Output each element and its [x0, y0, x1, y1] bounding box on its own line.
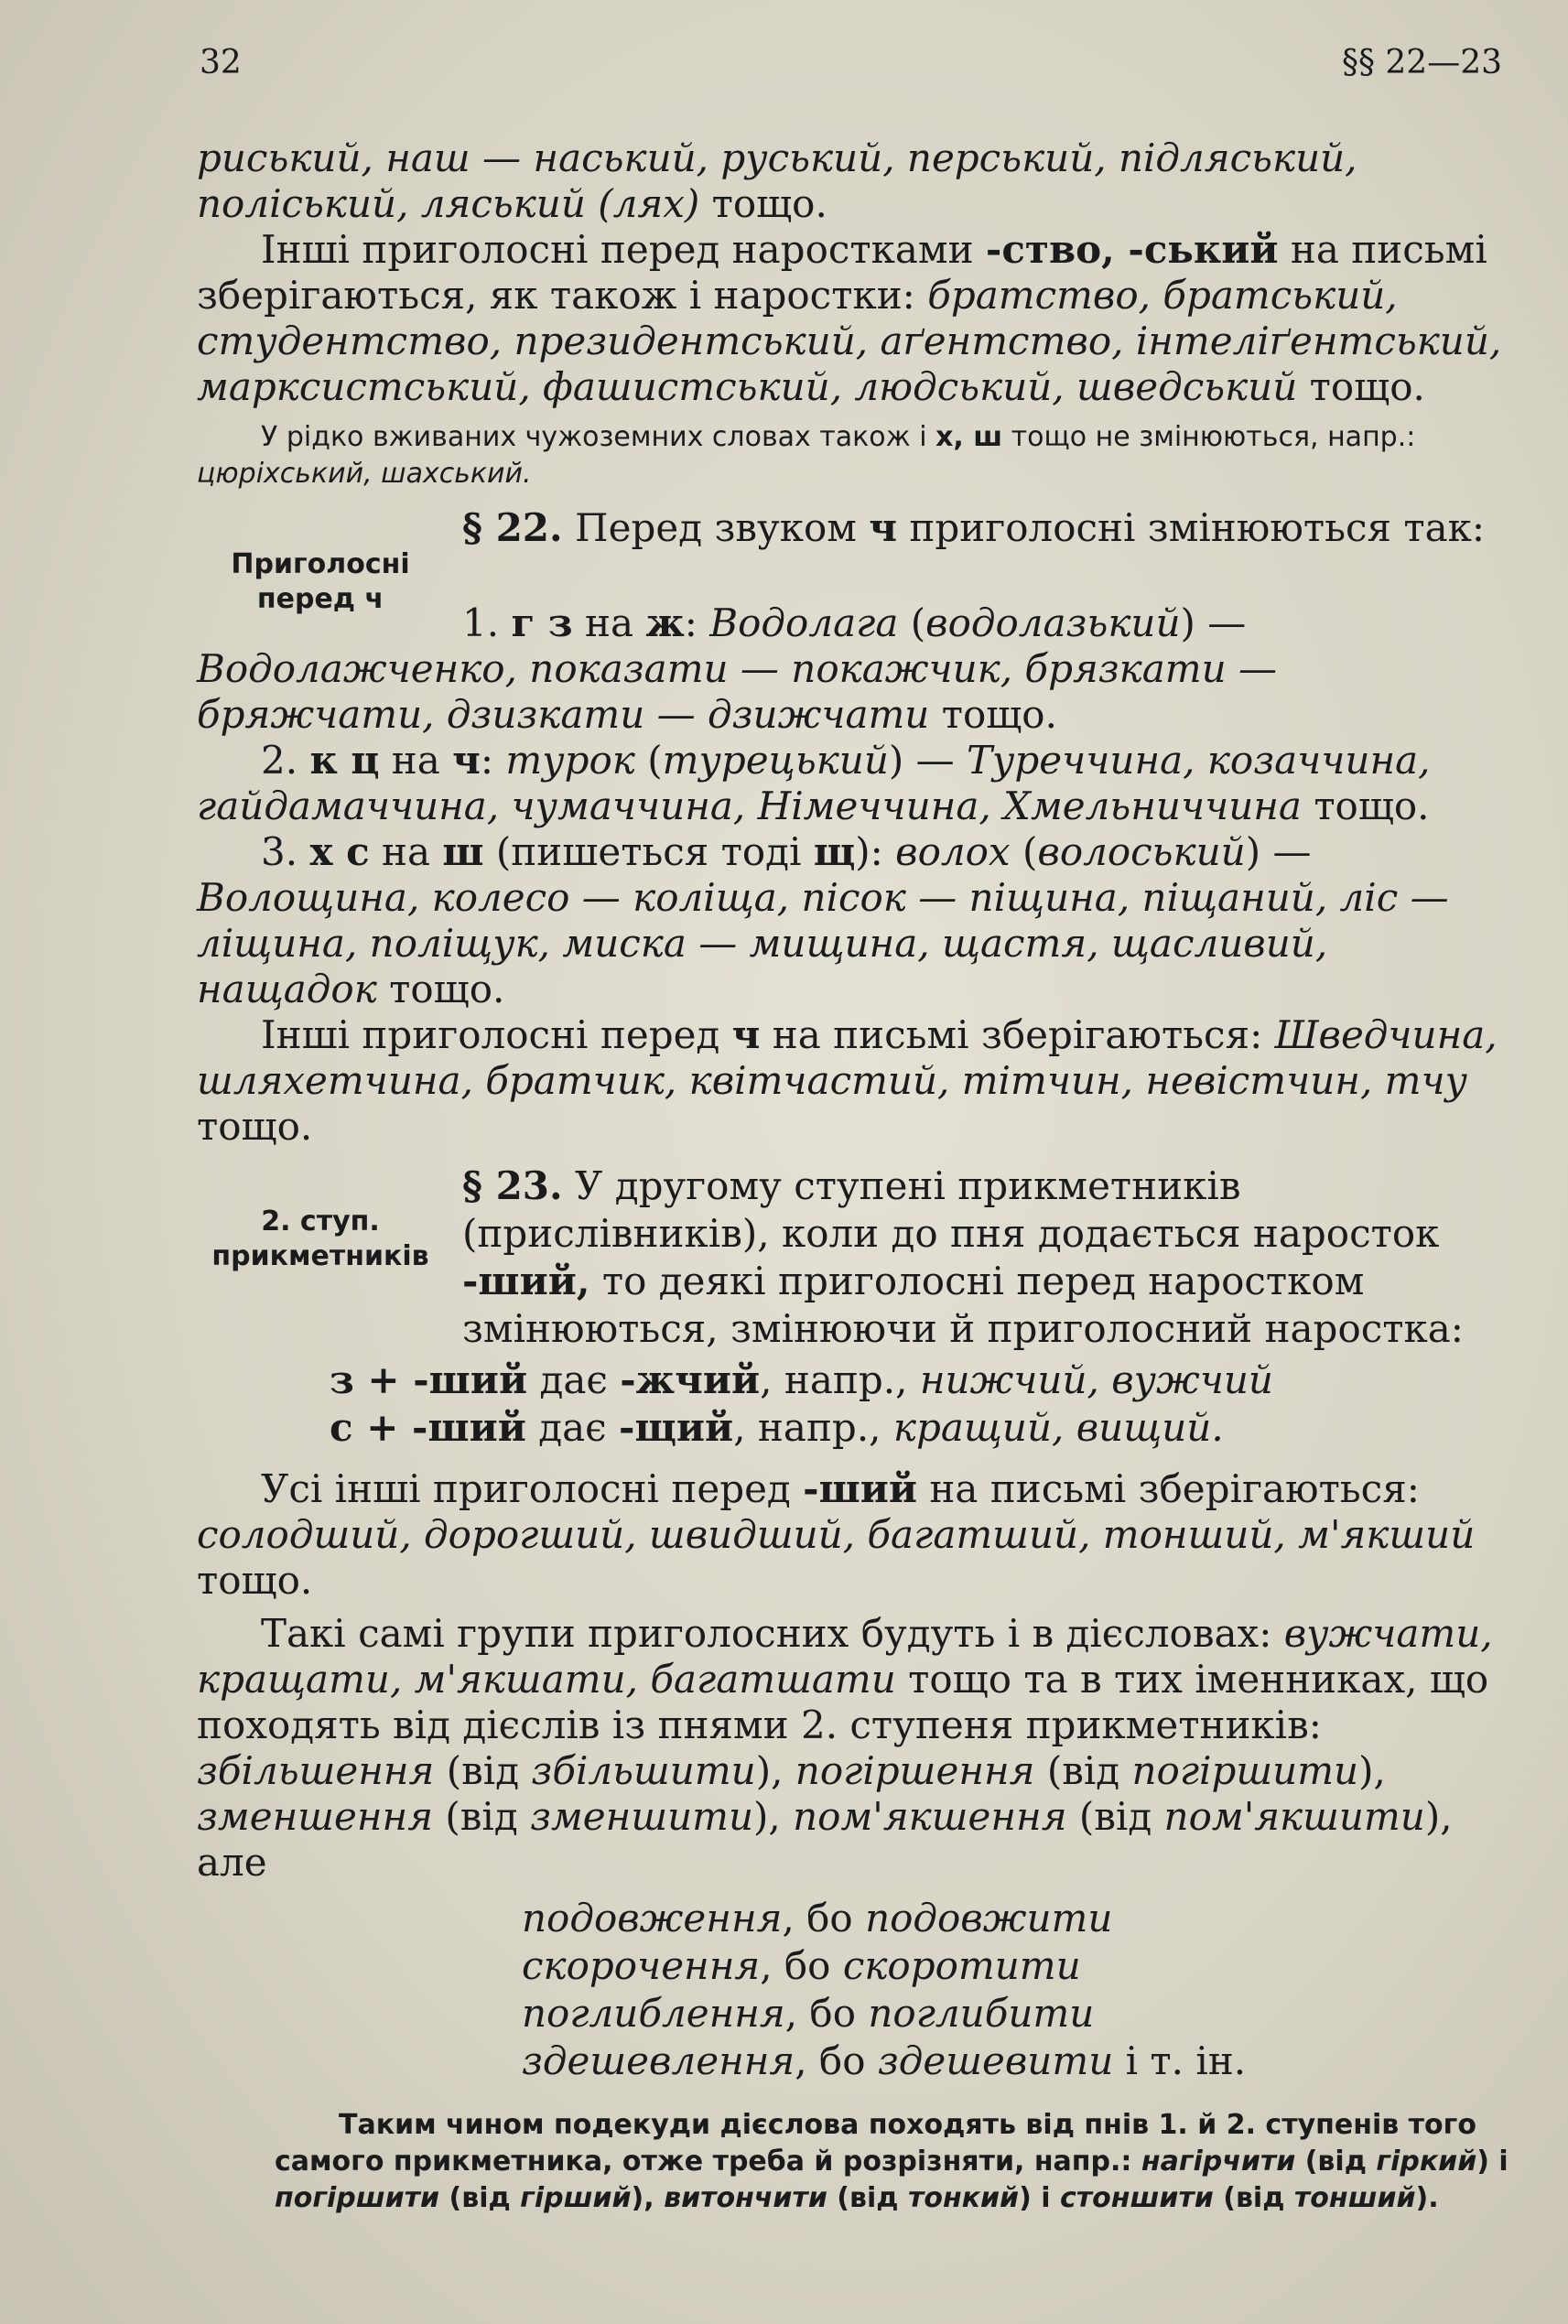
s23-keep-paragraph: Усі інші приголосні перед -ший на письмі зберігаються: солодший, дорогший, швидший, багатший, тонший, м'якший тощо. — [197, 1466, 1476, 1603]
section-reference: §§ 22—23 — [1341, 44, 1502, 81]
s23-rule-s: с + -ший дає -щий, напр., кращий, вищий. — [330, 1405, 1224, 1450]
margin-note-s23: 2. ступ. прикметників — [211, 1205, 429, 1272]
note-foreign-words: У рідко вживаних чужоземних словах також і х, ш тощо не змінюються, напр.: цюріхський, шахський. — [197, 421, 1416, 490]
paragraph-suffix-keep: Інші приголосні перед наростками -ство, -ський на письмі зберігаються, як також і наростки: братство, братський, студентство, президентський, аґентство, інтеліґентський, марксистський, фашистський, людський, шведський тощо. — [197, 227, 1502, 409]
examples-list — [522, 1895, 1529, 2085]
example-row: скорочення, бо скоротити — [522, 1943, 1081, 1988]
example-row: подовження, бо подовжити — [522, 1896, 1113, 1940]
s22-rule-2: 2. к ц на ч: турок (турецький) — Туреччина, козаччина, гайдамаччина, чумаччина, Німеччина, Хмельниччина тощо. — [197, 738, 1431, 828]
s23-heading: § 23. У другому ступені прикметників (прислівників), коли до пня додається наросток -ший, то деякі приголосні перед наростком змінюються, змінюючи й приголосний наростка: — [462, 1163, 1464, 1351]
page-number: 32 — [200, 44, 242, 81]
s23-rule-z: з + -ший дає -жчий, напр., нижчий, вужчий — [330, 1357, 1273, 1402]
s22-rule-3: 3. х с на ш (пишеться тоді щ): волох (волоський) — Волощина, колесо — коліща, пісок — піщина, піщаний, ліс — ліщина, поліщук, миска — мищина, щастя, щасливий, нащадок тощо. — [197, 829, 1449, 1011]
s22-keep-paragraph: Інші приголосні перед ч на письмі зберігаються: Шведчина, шляхетчина, братчик, квітчастий, тітчин, невістчин, тчу тощо. — [197, 1012, 1498, 1149]
s22-rule-1: 1. г з на ж: Водолага (водолазький) — Водолажченко, показати — покажчик, брязкати — бряжчати, дзизкати — дзижчати тощо. — [197, 600, 1278, 737]
margin-note-s22: Приголосні перед ч — [231, 548, 410, 615]
footnote-verbs: Таким чином подекуди дієслова походять від пнів 1. й 2. ступенів того самого прикметника, отже треба й розрізняти, напр.: нагірчити (від гіркий) і погіршити (від гірший), витончити (від тонкий) і стоншити (від тонший). — [275, 2109, 1509, 2214]
example-row: поглиблення, бо поглибити — [522, 1991, 1095, 2036]
s23-verbs-paragraph: Такі самі групи приголосних будуть і в дієсловах: вужчати, кращати, м'якшати, багатшати тощо та в тих іменниках, що походять від дієслів із пнями 2. ступеня прикметників: збільшення (від збільшити), погіршення (від погіршити), зменшення (від зменшити), пом'якшення (від пом'якшити), але — [197, 1611, 1493, 1885]
s22-heading: § 22. Перед звуком ч приголосні змінюються так: — [462, 505, 1486, 550]
example-row: здешевлення, бо здешевити і т. ін. — [522, 2038, 1247, 2083]
intro-paragraph: риський, наш — наський, руський, перський, підляський, поліський, ляський (лях) тощо. — [197, 135, 1357, 226]
